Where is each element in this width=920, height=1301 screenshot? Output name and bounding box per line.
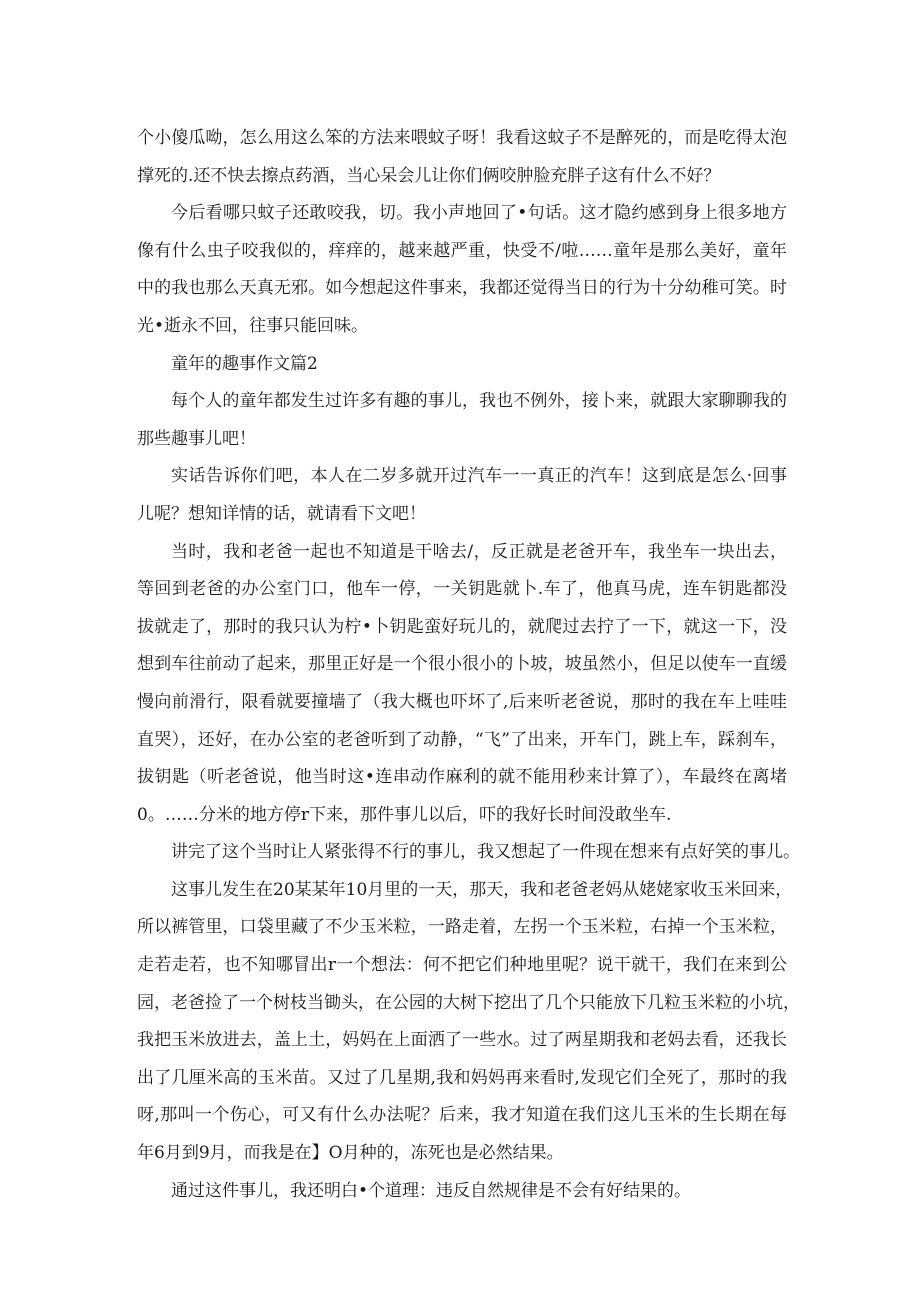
text-line: 讲完了这个当时让人紧张得不行的事儿，我又想起了一件现在想来有点好笑的事儿。	[171, 842, 800, 863]
text-line: 撑死的.还不快去擦点药酒，当心呆会儿让你们俩咬肿脸充胖子这有什么不好？	[137, 165, 721, 186]
text-line: 通过这件事儿，我还明白•个道理：违反自然规律是不会有好结果的。	[171, 1180, 692, 1201]
text-line: 0。……分米的地方停r下来，那件事儿以后，吓的我好长时间没敢坐车.	[137, 804, 672, 825]
text-line: 拔就走了，那时的我只认为柠•卜钥匙蛮好玩儿的，就爬过去拧了一下，就这一下，没	[137, 616, 787, 637]
document-body	[137, 120, 800, 1210]
text-line: 走若走若，也不知哪冒出r一个想法：何不把它们种地里呢？说干就干，我们在来到公	[137, 955, 787, 976]
text-line: 每个人的童年都发生过许多有趣的事儿，我也不例外，接卜来，就跟大家聊聊我的	[171, 391, 787, 412]
text-line: 今后看哪只蚊子还敢咬我，切。我小声地回了•句话。这才隐约感到身上很多地方	[171, 203, 787, 224]
text-line: 当时，我和老爸一起也不知道是干啥去/，反正就是老爸开车，我坐车一块出去，	[171, 541, 787, 562]
text-line: 个小傻瓜呦，怎么用这么笨的方法来喂蚊子呀！我看这蚊子不是醉死的，而是吃得太泡	[137, 128, 787, 148]
text-line: 儿呢？想知详情的话，就请看下文吧！	[137, 503, 426, 524]
text-line: 光•逝永不回，往事只能回味。	[137, 315, 369, 336]
text-line: 园，老爸捡了一个树枝当锄头，在公园的大树下挖出了几个只能放下几粒玉米粒的小坑，	[137, 992, 800, 1013]
text-line: 像有什么虫子咬我似的，痒痒的，越来越严重，快受不/啦……童年是那么美好，童年	[137, 240, 787, 261]
text-line: 慢向前滑行，限看就要撞墙了（我大概也吓坏了,后来听老爸说，那时的我在车上哇哇	[137, 691, 787, 712]
text-line: 呀,那叫一个伤心，可又有什么办法呢？后来，我才知道在我们这儿玉米的生长期在每	[137, 1105, 787, 1126]
text-line: 年6月到9月，而我是在】O月种的，冻死也是必然结果。	[137, 1143, 564, 1164]
text-line: 直哭），还好，在办公室的老爸听到了动静，“飞”了出来，开车门，跳上车，踩刹车，	[137, 729, 787, 750]
text-line: 童年的趣事作文篇2	[171, 353, 318, 374]
text-line: 这事儿发生在20某某年10月里的一天，那天，我和老爸老妈从姥姥家收玉米回来，	[171, 879, 793, 900]
text-line: 出了几厘米高的玉米苗。又过了几星期,我和妈妈再来看时,发现它们全死了，那时的我	[137, 1067, 787, 1088]
text-line: 所以裤管里，口袋里藏了不少玉米粒，一路走着，左拐一个玉米粒，右掉一个玉米粒，	[137, 917, 787, 938]
text-line: 等回到老爸的办公室门口，他车一停，一关钥匙就卜.车了，他真马虎，连车钥匙都没	[137, 579, 787, 600]
text-line: 那些趣事儿吧！	[137, 428, 256, 449]
text-line: 实话告诉你们吧，本人在二岁多就开过汽车一一真正的汽车！这到底是怎么·回事	[171, 466, 787, 487]
text-line: 拔钥匙（听老爸说，他当时这•连串动作麻利的就不能用秒来计算了），车最终在离堵	[137, 767, 787, 788]
text-line: 想到车往前动了起来，那里正好是一个很小很小的卜坡，坡虽然小，但足以使车一直缓	[137, 654, 787, 675]
text-line: 我把玉米放进去，盖上土，妈妈在上面洒了一些水。过了两星期我和老妈去看，还我长	[137, 1030, 787, 1051]
text-line: 中的我也那么天真无邪。如今想起这件事来，我都还觉得当日的行为十分幼稚可笑。时	[137, 278, 787, 299]
